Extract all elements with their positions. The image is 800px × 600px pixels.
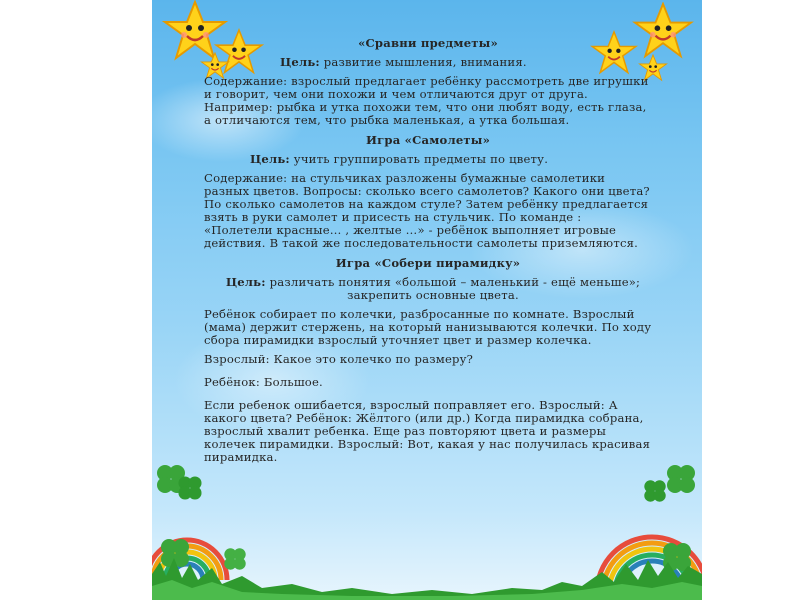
paragraph: Ребёнок собирает по колечки, разбросанные по комнате. Взрослый (мама) держит стержень, на который нанизываются колечки. По ходу сбора пирамидки взрослый уточняет цвет и размер колечка.	[204, 307, 652, 347]
paragraph: Ребёнок: Большое.	[204, 375, 323, 389]
section-title: «Сравни предметы»	[358, 36, 498, 50]
paragraph: Взрослый: Какое это колечко по размеру?	[204, 352, 474, 366]
clover-icon	[642, 478, 668, 504]
goal-line	[204, 56, 652, 69]
paragraph: Содержание: взрослый предлагает ребёнку рассмотреть две игрушки и говорит, чем они похожи и чем отличаются друг от друга. Например: рыбка и утка похожи тем, что они любят воду, есть глаза, а отличаются тем, что рыбка маленькая, а утка большая.	[204, 74, 649, 127]
clover-icon	[176, 474, 204, 502]
goal-label: Цель:	[250, 152, 290, 166]
goal-label: Цель:	[225, 275, 266, 289]
document-body	[204, 34, 652, 470]
paragraph: Содержание: на стульчиках разложены бумажные самолетики разных цветов. Вопросы: сколько всего самолетов? Какого они цвета? По сколько самолетов на каждом стуле? Затем ребёнку предлагается взять в руки самолет и присесть на стульчик. По команде : «Полетели красные… , желтые …» - ребёнок выполняет игровые действия. В такой же последовательности самолеты приземляются.	[204, 171, 650, 250]
paragraph: Если ребенок ошибается, взрослый поправляет его. Взрослый: А какого цвета? Ребёнок: Жёлтого (или др.) Когда пирамидка собрана, взрослый хвалит ребенка. Еще раз повторяют цвета и размеры колечек пирамидки. Взрослый: Вот, какая у нас получилась красивая пирамидка.	[204, 398, 651, 464]
section-title: Игра «Самолеты»	[365, 133, 491, 147]
goal-line	[204, 153, 652, 166]
goal-label: Цель:	[280, 55, 320, 69]
goal-text: развитие мышления, внимания.	[319, 55, 527, 69]
goal-text: учить группировать предметы по цвету.	[289, 152, 549, 166]
grass-icon	[152, 554, 702, 600]
goal-line	[204, 276, 652, 302]
worksheet	[152, 0, 702, 600]
goal-text: различать понятия «большой – маленький - ещё меньше»; закрепить основные цвета.	[265, 275, 641, 302]
clover-icon	[664, 462, 698, 496]
section-title: Игра «Собери пирамидку»	[335, 256, 521, 270]
